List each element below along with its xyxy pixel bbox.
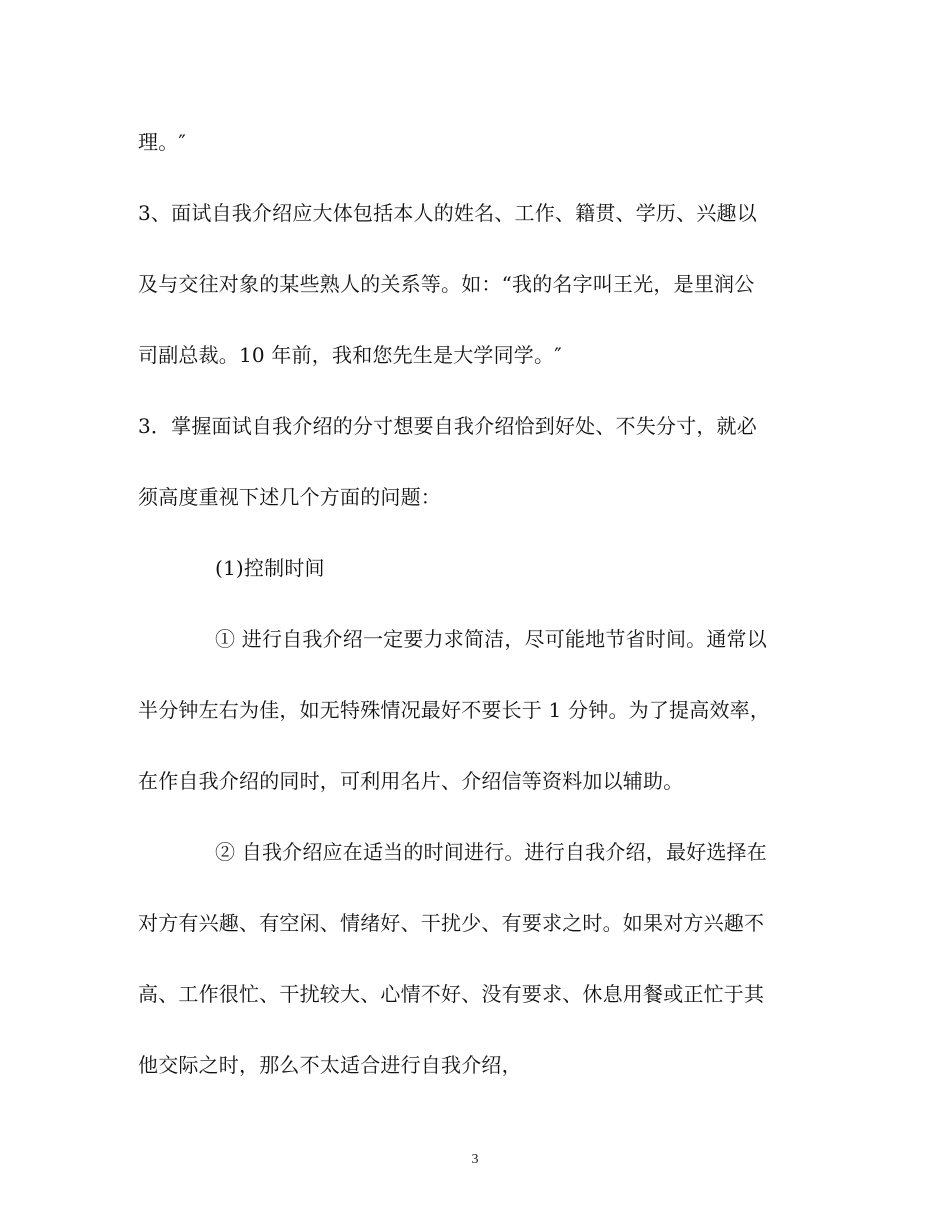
text-line-10: 在作自我介绍的同时，可利用名片、介绍信等资料加以辅助。 (138, 769, 684, 793)
text-line-9: 半分钟左右为佳，如无特殊情况最好不要长于 1 分钟。为了提高效率， (138, 698, 771, 722)
section-heading-control-time: (1)控制时间 (215, 556, 325, 580)
text-line-2: 3、面试自我介绍应大体包括本人的姓名、工作、籍贯、学历、兴趣以 (138, 201, 757, 225)
text-line-8: ① 进行自我介绍一定要力求简洁，尽可能地节省时间。通常以 (215, 627, 767, 651)
text-line-4: 司副总裁。10 年前，我和您先生是大学同学。″ (138, 343, 562, 367)
text-line-3: 及与交往对象的某些熟人的关系等。如：“我的名字叫王光，是里润公 (138, 272, 755, 296)
text-line-12: 对方有兴趣、有空闲、情绪好、干扰少、有要求之时。如果对方兴趣不 (138, 911, 765, 935)
text-line-1: 理。″ (138, 130, 187, 154)
text-line-5: 3．掌握面试自我介绍的分寸想要自我介绍恰到好处、不失分寸，就必 (138, 414, 757, 438)
text-line-13: 高、工作很忙、干扰较大、心情不好、没有要求、休息用餐或正忙于其 (138, 982, 765, 1006)
text-line-14: 他交际之时，那么不太适合进行自我介绍， (138, 1053, 522, 1077)
text-line-6: 须高度重视下述几个方面的问题： (138, 485, 441, 509)
text-line-11: ② 自我介绍应在适当的时间进行。进行自我介绍，最好选择在 (215, 840, 767, 864)
page-number: 3 (471, 1152, 479, 1167)
